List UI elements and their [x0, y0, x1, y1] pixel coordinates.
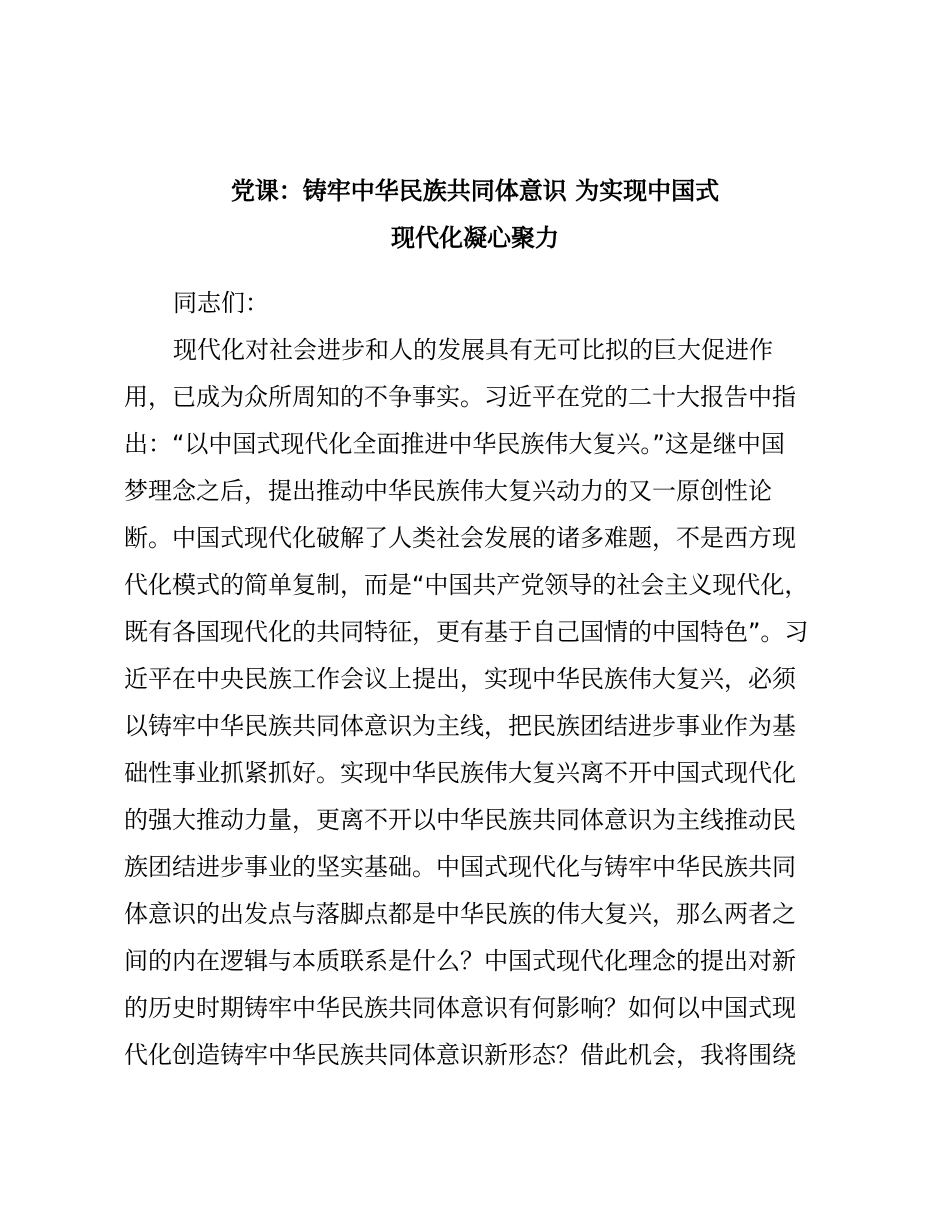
- paragraph-line: 梦理念之后，提出推动中华民族伟大复兴动力的又一原创性论: [124, 477, 772, 505]
- paragraph-line: 族团结进步事业的坚实基础。中国式现代化与铸牢中华民族共同: [124, 853, 796, 881]
- paragraph-line: 的历史时期铸牢中华民族共同体意识有何影响？如何以中国式现: [124, 994, 796, 1022]
- paragraph-line: 现代化对社会进步和人的发展具有无可比拟的巨大促进作: [173, 336, 773, 364]
- title-line-1: 党课：铸牢中华民族共同体意识 为实现中国式: [230, 177, 720, 205]
- document-body: [124, 280, 824, 1079]
- paragraph-line: 近平在中央民族工作会议上提出，实现中华民族伟大复兴，必须: [124, 665, 796, 693]
- title-line-2: 现代化凝心聚力: [391, 224, 559, 252]
- paragraph-line: 代化创造铸牢中华民族共同体意识新形态？借此机会，我将围绕: [124, 1041, 796, 1069]
- paragraph-line: 间的内在逻辑与本质联系是什么？中国式现代化理念的提出对新: [124, 947, 796, 975]
- document-title: [110, 168, 840, 262]
- paragraph-line: 以铸牢中华民族共同体意识为主线，把民族团结进步事业作为基: [124, 712, 796, 740]
- paragraph-line: 体意识的出发点与落脚点都是中华民族的伟大复兴，那么两者之: [124, 900, 796, 928]
- paragraph: [124, 327, 824, 1079]
- paragraph-line: 出：“以中国式现代化全面推进中华民族伟大复兴。”这是继中国: [124, 430, 785, 458]
- paragraph-line: 础性事业抓紧抓好。实现中华民族伟大复兴离不开中国式现代化: [124, 759, 796, 787]
- paragraph-line: 的强大推动力量，更离不开以中华民族共同体意识为主线推动民: [124, 806, 796, 834]
- paragraph-line: 代化模式的简单复制，而是“中国共产党领导的社会主义现代化，: [124, 571, 809, 599]
- paragraph-line: 既有各国现代化的共同特征，更有基于自己国情的中国特色”。习: [124, 618, 809, 646]
- salutation: 同志们：: [173, 289, 269, 317]
- paragraph-line: 断。中国式现代化破解了人类社会发展的诸多难题，不是西方现: [124, 524, 796, 552]
- paragraph-line: 用，已成为众所周知的不争事实。习近平在党的二十大报告中指: [124, 383, 796, 411]
